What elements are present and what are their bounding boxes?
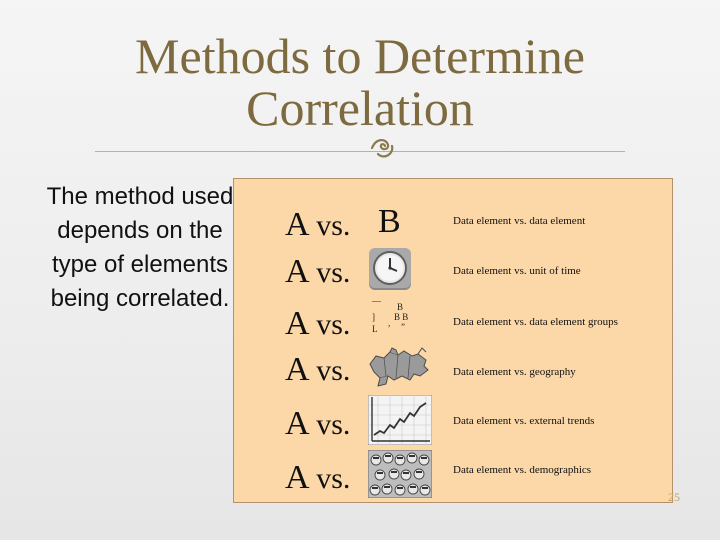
row-1-vs: vs. [316, 209, 351, 242]
title-divider [95, 151, 625, 152]
slide-title: Methods to Determine Correlation [135, 28, 585, 136]
groups-icon-dot: , [388, 318, 391, 328]
groups-icon-l: L [372, 324, 378, 334]
row-2-vs: vs. [316, 256, 351, 289]
row-6-vs: vs. [316, 462, 351, 495]
row-4-vs: vs. [316, 354, 351, 387]
row-5-vs: vs. [316, 408, 351, 441]
row-5-a: A [285, 405, 308, 442]
row-6-lead [285, 458, 350, 499]
row-5-label: Data element vs. external trends [453, 415, 595, 427]
groups-icon-quote: ” [401, 322, 405, 332]
row-6-label: Data element vs. demographics [453, 464, 592, 476]
row-5-lead [285, 404, 350, 445]
row-1-label: Data element vs. data element [453, 215, 586, 227]
groups-icon-bracket: ] [372, 312, 375, 322]
groups-icon-dash: — [372, 296, 381, 306]
clock-icon [368, 246, 412, 292]
trend-chart-icon [368, 395, 432, 445]
groups-icon-bb: B B [394, 312, 409, 322]
row-3-lead [285, 304, 350, 345]
element-groups-icon [366, 296, 426, 338]
swirl-ornament-icon [368, 132, 398, 162]
groups-icon-b: B [397, 302, 404, 312]
row-4-label: Data element vs. geography [453, 366, 576, 378]
row-1-b: B [378, 203, 401, 240]
row-1-a: A [285, 206, 308, 243]
row-2-lead [285, 252, 350, 293]
crowd-icon [368, 450, 432, 498]
row-2-label: Data element vs. unit of time [453, 265, 581, 277]
row-3-label: Data element vs. data element groups [453, 316, 618, 328]
page-number: 25 [668, 490, 680, 504]
row-4-lead [285, 350, 350, 391]
row-3-a: A [285, 305, 308, 342]
row-2-a: A [285, 253, 308, 290]
map-icon [366, 346, 432, 392]
row-4-a: A [285, 351, 308, 388]
side-description: The method used depends on the type of elements being correlated. [46, 183, 234, 312]
row-1-lead [285, 205, 350, 246]
row-3-vs: vs. [316, 308, 351, 341]
row-6-a: A [285, 459, 308, 496]
